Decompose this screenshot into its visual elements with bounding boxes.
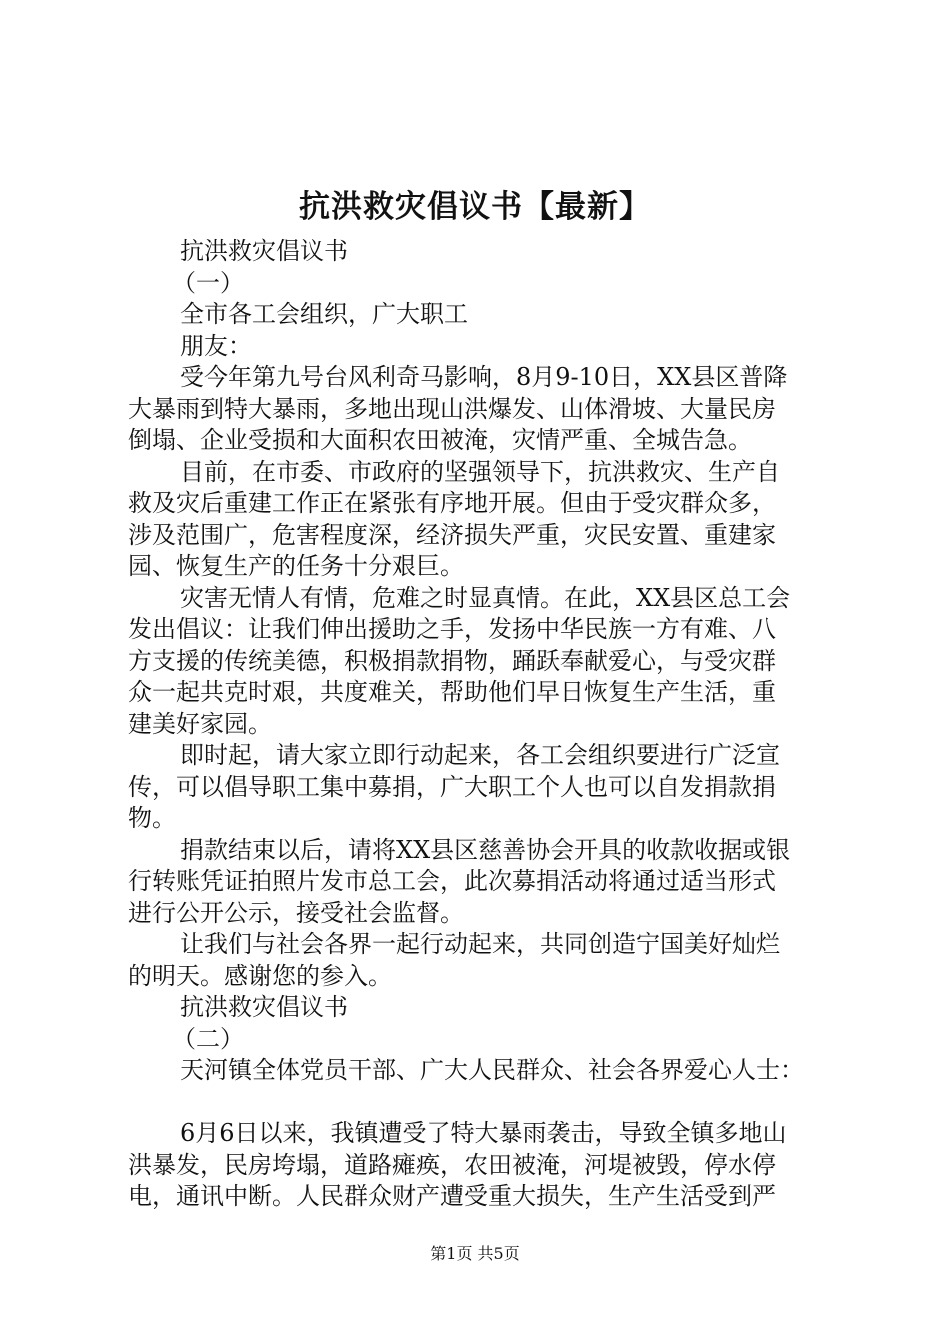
document-title: 抗洪救灾倡议书【最新】: [299, 189, 651, 225]
section-heading: 抗洪救灾倡议书: [180, 237, 348, 265]
paragraph-line: 众一起共克时艰，共度难关，帮助他们早日恢复生产生活，重: [128, 678, 776, 706]
section-number: （二）: [172, 1024, 244, 1053]
paragraph-line: 进行公开公示，接受社会监督。: [128, 898, 464, 927]
section-heading: 抗洪救灾倡议书: [180, 993, 348, 1021]
paragraph-line: 受今年第九号台风利奇马影响，8月9-10日，XX县区普降: [180, 363, 788, 391]
paragraph-line: 的明天。感谢您的参入。: [128, 961, 392, 990]
paragraph-line: 涉及范围广，危害程度深，经济损失严重，灾民安置、重建家: [128, 520, 776, 549]
paragraph-line: 行转账凭证拍照片发市总工会，此次募捐活动将通过适当形式: [128, 867, 776, 895]
paragraph-line: 传，可以倡导职工集中募捐，广大职工个人也可以自发捐款捐: [128, 772, 776, 801]
blank-line: [128, 1087, 830, 1119]
paragraph-line: 园、恢复生产的任务十分艰巨。: [128, 552, 464, 580]
page-footer: 第1页 共5页: [430, 1244, 520, 1263]
section-number: （一）: [172, 268, 244, 297]
paragraph-line: 电，通讯中断。人民群众财产遭受重大损失，生产生活受到严: [128, 1182, 776, 1210]
paragraph-line: 物。: [128, 804, 176, 832]
paragraph-line: 洪暴发，民房垮塌，道路瘫痪，农田被淹，河堤被毁，停水停: [128, 1150, 776, 1179]
paragraph-line: 大暴雨到特大暴雨，多地出现山洪爆发、山体滑坡、大量民房: [128, 394, 776, 423]
paragraph-line: 方支援的传统美德，积极捐款捐物，踊跃奉献爱心，与受灾群: [128, 646, 776, 675]
paragraph-line: 发出倡议：让我们伸出援助之手，发扬中华民族一方有难、八: [128, 615, 776, 643]
salutation-line: 天河镇全体党员干部、广大人民群众、社会各界爱心人士：: [180, 1056, 804, 1084]
paragraph-line: 倒塌、企业受损和大面积农田被淹，灾情严重、全城告急。: [128, 426, 752, 454]
salutation-line: 朋友：: [180, 331, 252, 360]
paragraph-line: 灾害无情人有情，危难之时显真情。在此，XX县区总工会: [180, 583, 791, 612]
paragraph-line: 让我们与社会各界一起行动起来，共同创造宁国美好灿烂: [180, 930, 780, 958]
paragraph-line: 建美好家园。: [128, 709, 272, 738]
paragraph-line: 捐款结束以后，请将XX县区慈善协会开具的收款收据或银: [180, 835, 791, 864]
paragraph-line: 即时起，请大家立即行动起来，各工会组织要进行广泛宣: [180, 741, 780, 769]
salutation-line: 全市各工会组织，广大职工: [180, 300, 468, 328]
paragraph-line: 6月6日以来，我镇遭受了特大暴雨袭击，导致全镇多地山: [180, 1119, 787, 1147]
paragraph-line: 救及灾后重建工作正在紧张有序地开展。但由于受灾群众多，: [128, 489, 776, 517]
document-body: [128, 236, 830, 1213]
paragraph-line: 目前，在市委、市政府的坚强领导下，抗洪救灾、生产自: [180, 457, 780, 486]
